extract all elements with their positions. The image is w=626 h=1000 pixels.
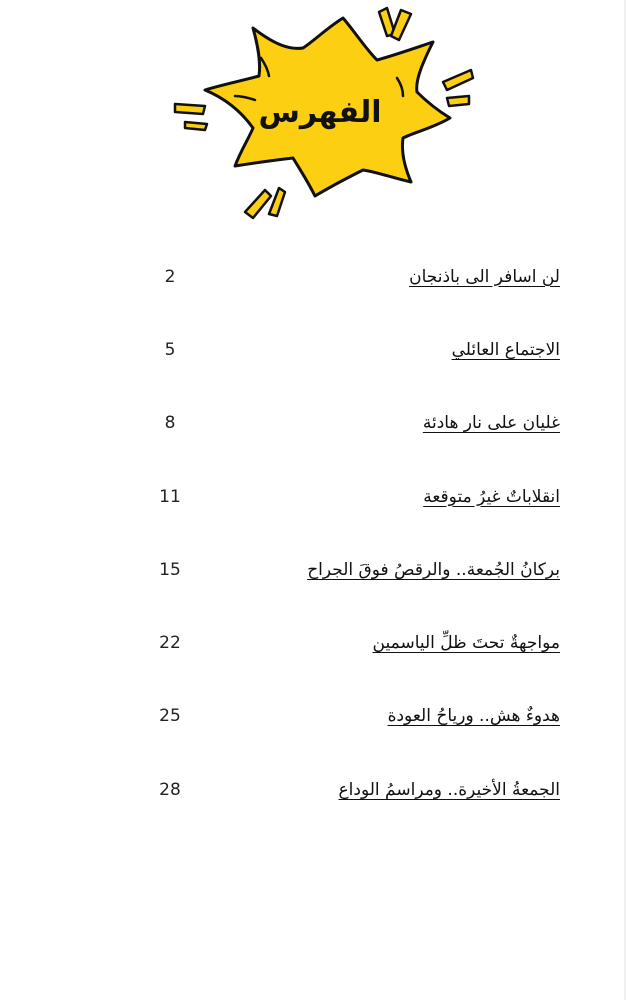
toc-page-number: 2 (164, 266, 176, 287)
toc-row (140, 606, 560, 679)
toc-row (140, 533, 560, 606)
burst-dash (391, 10, 411, 40)
burst-dash (269, 188, 285, 216)
burst-dash (447, 96, 469, 106)
toc-page-number: 28 (159, 779, 181, 800)
burst-dash (185, 122, 207, 130)
toc-page-number: 25 (159, 706, 181, 727)
toc-link[interactable]: مواجهةٌ تحتَ ظلِّ الياسمين (372, 633, 560, 654)
table-of-contents (140, 240, 560, 826)
toc-link[interactable]: هدوءٌ هش.. ورياحُ العودة (387, 706, 560, 727)
toc-row (140, 313, 560, 386)
toc-page-number: 11 (159, 486, 181, 507)
toc-row (140, 753, 560, 826)
toc-row (140, 460, 560, 533)
toc-page-number: 15 (159, 559, 181, 580)
toc-link[interactable]: بركانُ الجُمعة.. والرقصُ فوقَ الجراح (307, 559, 560, 580)
page-title: الفهرس (258, 95, 382, 130)
toc-page-number: 8 (164, 413, 176, 434)
toc-page-number: 22 (159, 633, 181, 654)
toc-link[interactable]: غليان على نار هادئة (422, 413, 560, 434)
toc-row (140, 387, 560, 460)
burst-dash (443, 70, 473, 90)
toc-row (140, 240, 560, 313)
toc-link[interactable]: انقلاباتٌ غيرُ متوقعة (423, 486, 560, 507)
toc-page-number: 5 (164, 339, 176, 360)
burst-dash (175, 104, 205, 114)
toc-link[interactable]: الجمعةُ الأخيرة.. ومراسمُ الوداع (338, 779, 560, 800)
toc-link[interactable]: الاجتماع العائلي (451, 339, 560, 360)
toc-link[interactable]: لن اسافر الى باذنجان (409, 266, 560, 287)
burst-dash (245, 190, 271, 218)
toc-row (140, 680, 560, 753)
